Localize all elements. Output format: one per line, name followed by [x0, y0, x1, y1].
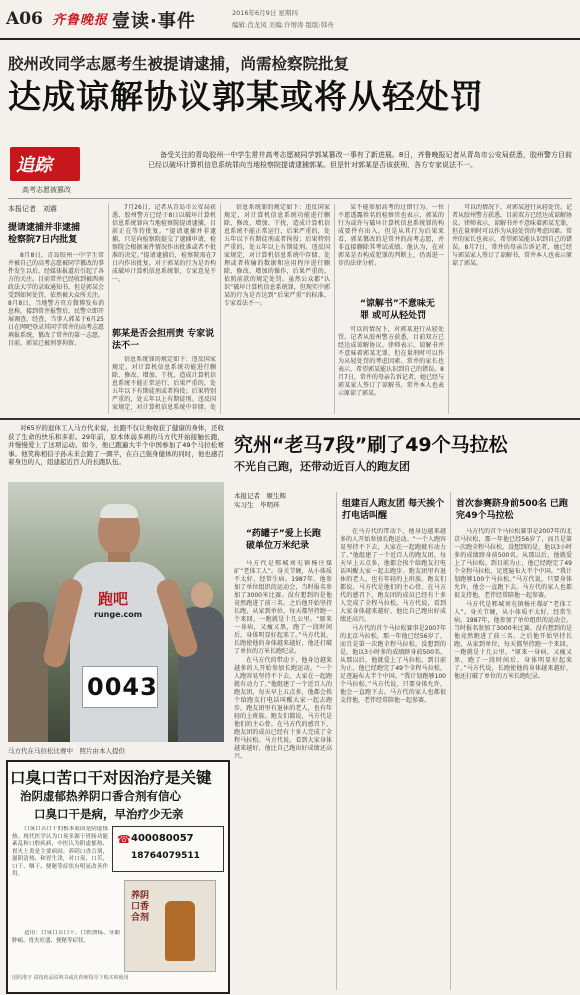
story1-col-1-text: 8月8日，青岛胶州一中学生常井被自己的高考志愿被同学篡改的事件发生以后，经媒体报道后引起了各方的关注。目前常井已经收到被西南政法大学的录取通知书，但是郭某会受到如何处罚，依然被大众所关注。8月8日，当地警方官方微博发布消息称，接到常井报警后，民警立即开展调查，经查，当事人郭某于6月25日在网吧登录其同学常井的高考志愿填报系统，篡改了常井的第一志愿。目前，郭某已被刑事拘留。	[8, 252, 104, 347]
phone-icon: ☎	[117, 833, 131, 846]
story1-col-4b	[338, 326, 444, 412]
col-divider	[334, 204, 335, 414]
story1-col-4-text: 某不能参加高考的过错行为。一位不愿透露姓名的检察官也表示，郭某的行为或许与破坏计算机信息系统罪的构成要件有出入，但是从其行为后果来看，郭某篡改的是常井的高考志愿，并非直接删除其考试成绩。他认为，在对郭某是否构成犯罪的判断上，仍需进一步的法律分析。	[338, 204, 444, 267]
story1-col-5	[452, 204, 572, 412]
story2-subhead-c: 首次参赛跻身前500名 已跑完49个马拉松	[456, 499, 568, 521]
ad-note: 国药准字 请按药品说明书或在药师指导下购买和使用	[12, 975, 129, 981]
bib-number: 0043	[87, 673, 158, 701]
story1-col-2b-text: 信息系统罪的规定如下：违反国家规定，对计算机信息系统功能进行删除、修改、增加、干扰，造成计算机信息系统不能正常运行，后果严重的，处五年以下有期徒刑或者拘役；后果特别严重的，处五年以上有期徒刑。违反国家规定，对计算机信息系统中存储、处	[112, 356, 216, 411]
story1-col-1	[8, 252, 104, 410]
shirt-text: 跑吧	[98, 590, 129, 608]
race-bib	[82, 666, 158, 708]
ad-product-box	[124, 880, 216, 972]
story2-subhead-a: “药罐子”爱上长跑 破单位万米纪录	[246, 529, 321, 551]
story2-subhead-b: 组建百人跑友团 每天挨个打电话叫醒	[342, 499, 445, 521]
ad-body-text: 口臭口苦口干的根本原因是阴虚郁热。现代医学认为口臭多源于胃肠功能紊乱和口腔疾病，中医认为阴虚郁热、胃火上炎是主要病因。养阴口香合剂，滋阴清热、和胃生津，对口臭、口苦、口干、咽干、便秘等症状有明显改善作用。	[12, 826, 108, 877]
ad-subhead: 治阴虚郁热养阴口香合剂有信心	[20, 789, 181, 803]
runner-hair	[100, 504, 138, 518]
story2-headline: 究州“老马7段”刷了49个马拉松	[234, 434, 508, 456]
story2-intro	[8, 424, 224, 472]
story1-subhead-2: 郭某是否会担刑责 专家说法不一	[112, 329, 215, 351]
runner-shirt	[70, 562, 168, 742]
product-bottle-icon	[165, 901, 195, 961]
col-divider	[448, 204, 449, 414]
ad-subhead-2: 口臭口干是病，早治疗少无亲	[34, 807, 184, 821]
story-divider	[0, 418, 580, 420]
ad-list	[12, 930, 120, 970]
col-divider	[108, 204, 109, 414]
story2-col-b-text: 在马方代的带动下，他身边越来越多的人开始参加长跑运动。“一个人跑容易坚持不下去，大家在一起跑就有动力了。”他组建了一个近百人的跑友团，每天早上五点多，他都会挨个给跑友打电话叫醒大家一起去跑步。跑友团里有退休的老人，也有年轻的上班族。跑友们都说，马方代是他们的主心骨。在马方代的感召下，跑友团的成员已经有十多人完成了全程马拉松。马方代说，看到大家身体越来越好，他比自己跑出好成绩还高兴。	[340, 528, 446, 623]
story1-kicker: 胶州改同学志愿考生被提请逮捕，尚需检察院批复	[8, 55, 350, 73]
section-name: 壹读·事件	[112, 11, 196, 32]
paper-logo: 齐鲁晚报	[52, 13, 109, 28]
story2-col-a-text-2: 在马方代的带动下，他身边越来越多的人开始参加长跑运动。“一个人跑容易坚持不下去，大家在一起跑就有动力了。”他组建了一个近百人的跑友团，每天早上五点多，他都会挨个给跑友打电话叫醒大家一起去跑步。跑友团里有退休的老人，也有年轻的上班族。跑友们都说，马方代是他们的主心骨。在马方代的感召下，跑友团的成员已经有十多人完成了全程马拉松。马方代说，看到大家身体越来越好，他比自己跑出好成绩还高兴。	[234, 657, 332, 760]
story2-col-b-text-2: 马方代的首个马拉松赛事是2007年的北京马拉松，那一年他已经56岁了，而且是第一次跑全程马拉松。没想到的是，他以3小时多的成绩跻身前500名。从那以后，他就爱上了马拉松。到目前为止，他已经跑完了49个全程马拉松，足迹遍布大半个中国。“我计划跑够100个马拉松。”马方代说，只要身体允许，他会一直跑下去。马方代的家人也都很支持他，老伴经常陪他一起参赛。	[340, 625, 446, 704]
editors: 编辑:肖龙凤 美编:许增涛 组版:韩舟	[232, 21, 334, 29]
page-code: A06	[6, 9, 43, 29]
story1-col-2	[112, 204, 216, 324]
header-rule	[0, 38, 580, 40]
story1-col-2b	[112, 356, 216, 412]
col-divider	[336, 492, 337, 990]
ad-hotline[interactable]: 400080057	[131, 833, 194, 844]
story1-col-5-text: 可以的情况下，对郭某进行从轻处罚。记者从胶州警方获悉，目前双方已经达成谅解协议。律师表示，谅解书并不意味着郭某无罪，但在量刑时可以作为从轻处罚的考虑因素。常井的家长也表示，希望郭某能认识到自己的错误。8月7日，常井的母亲告诉记者，她已经与郭某家人签订了谅解书，常井本人也表示原谅了郭某。	[452, 204, 572, 267]
story1-lead	[148, 150, 572, 194]
story1-headline: 达成谅解协议郭某或将从轻处罚	[8, 77, 484, 116]
story2-col-c-text-2: 马方代是郓城刘屯镇杨庄煤矿“老体工人”。身关节硬，从小体质不太好，经常生病。1987年，他参加了单位组织的运动会，当时报名参加了3000米比赛。没有想到的是他竟然跑进了前三名。之后他开始坚持长跑，从家到单位，每天都坚持跑一个来回，一跑就是十几公里。“原来一身病，又瘦又黑，跑了一段时间后，身体明显好起来了。”马方代说，长跑使他的身体越来越好，他还打破了单位的万米长跑纪录。	[454, 601, 572, 680]
story1-col-3	[224, 204, 330, 412]
tracking-badge	[10, 147, 80, 181]
photo-caption: 马方代在马拉松比赛中 照片由本人提供	[8, 747, 125, 755]
background-figure	[8, 602, 48, 742]
story1-subhead-1: 提请逮捕并非逮捕 检察院7日内批复	[8, 223, 81, 245]
story1-col-3-text: 信息系统罪的规定如下：违反国家规定，对计算机信息系统功能进行删除、修改、增加、干扰，造成计算机信息系统不能正常运行，后果严重的，处五年以下有期徒刑或者拘役；后果特别严重的，处五年以上有期徒刑。违反国家规定，对计算机信息系统中存储、处理或者传输的数据和应用程序进行删除、修改、增加的操作，后果严重的，依照前款的规定处罚。虽然公众都“认识”破坏计算机信息系统罪，但现实中郭某的行为是否达到“后果严重”的标准，专家看法不一。	[224, 204, 330, 307]
col-divider	[220, 204, 221, 414]
story2-subhead: 不光自己跑，还带动近百人的跑友团	[234, 460, 410, 473]
col-divider	[450, 492, 451, 990]
badge-title: 追踪	[16, 155, 52, 176]
ad-headline: 口臭口苦口干对因治疗是关键	[10, 769, 212, 787]
story2-col-b	[340, 528, 446, 990]
story1-lead-text: 备受关注的青岛胶州一中学生常井高考志愿被同学郭某篡改一事有了新进展。8日，齐鲁晚报记者从青岛市公安局获悉，胶州警方目前已经以破坏计算机信息系统罪向当地检察院提请逮捕郭某。但是针对郭某是否该获刑，各方专家说法不一。	[148, 151, 572, 169]
story2-col-c-text: 马方代的首个马拉松赛事是2007年的北京马拉松，那一年他已经56岁了，而且是第一次跑全程马拉松。没想到的是，他以3小时多的成绩跻身前500名。从那以后，他就爱上了马拉松。到目前为止，他已经跑完了49个全程马拉松，足迹遍布大半个中国。“我计划跑够100个马拉松。”马方代说，只要身体允许，他会一直跑下去。马方代的家人也都很支持他，老伴经常陪他一起参赛。	[454, 528, 572, 599]
story2-byline: 本报记者 姬生辉 实习生 毕明环	[234, 492, 286, 509]
badge-subtitle: 高考志愿被篡改	[22, 186, 71, 194]
runner-photo	[8, 482, 224, 742]
story1-col-2-text: 7月26日，记者从青岛市公安局获悉，胶州警方已经于8日以破坏计算机信息系统罪向当地检察院提请逮捕，目前正在等待批复。“提请逮捕并非逮捕，只是向检察院提交了逮捕申请，检察院会根据案件情况作出批准或者不批准的决定。”提请逮捕后，检察院需在7日内作出批复。对于郭某的行为是否构成破坏计算机信息系统罪，专家意见不一。	[112, 204, 216, 283]
issue-date: 2016年6月9日 星期四	[232, 9, 298, 17]
story1-lead-rule	[8, 198, 572, 199]
runner-head	[98, 504, 140, 556]
story2-col-a-text: 马方代是郓城刘屯镇杨庄煤矿“老体工人”。身关节硬，从小体质不太好，经常生病。1987年，他参加了单位组织的运动会，当时报名参加了3000米比赛。没有想到的是他竟然跑进了前三名。之后他开始坚持长跑，从家到单位，每天都坚持跑一个来回，一跑就是十几公里。“原来一身病，又瘦又黑，跑了一段时间后，身体明显好起来了。”马方代说，长跑使他的身体越来越好，他还打破了单位的万米长跑纪录。	[234, 560, 332, 655]
story2-intro-text: 对65岁的退休工人马方代来说，长跑不仅让他收获了健康的身体，还收获了生命的快乐和多彩。29年前，原本体弱多病的马方代开始接触长跑，并慢慢爱上了这项运动。如今，他已跑遍大半个中国参加了49个马拉松赛事。他笑称相信子孙未来会跑了一圈半，在自己强身健体的同时，他也感召着身边的人，组建起近百人的长跑队伍。	[8, 424, 224, 466]
ad-body	[12, 826, 108, 926]
background-head	[191, 582, 213, 608]
story2-col-c	[454, 528, 572, 990]
ad-box[interactable]	[6, 760, 230, 994]
story1-subhead-3: “谅解书”不意味无罪 或可从轻处罚	[360, 299, 435, 321]
ad-hotline-box[interactable]	[112, 826, 224, 872]
shirt-subtext: runge.com	[94, 610, 143, 619]
story1-byline: 本报记者 刘震	[8, 205, 57, 213]
ad-brand: 养阴口香合剂	[131, 891, 150, 923]
story1-col-4	[338, 204, 444, 296]
ad-list-text: 适用：口臭口苦口干、口腔溃疡、牙龈肿痛、胃火旺盛、便秘等症状。	[12, 930, 120, 944]
ad-phone[interactable]: 18764079511	[131, 851, 200, 861]
story2-col-a	[234, 560, 332, 990]
page-header	[0, 0, 580, 40]
story1-col-4b-text: 可以的情况下，对郭某进行从轻处罚。记者从胶州警方获悉，目前双方已经达成谅解协议。律师表示，谅解书并不意味着郭某无罪，但在量刑时可以作为从轻处罚的考虑因素。常井的家长也表示，希望郭某能认识到自己的错误。8月7日，常井的母亲告诉记者，她已经与郭某家人签订了谅解书，常井本人也表示原谅了郭某。	[338, 326, 444, 397]
